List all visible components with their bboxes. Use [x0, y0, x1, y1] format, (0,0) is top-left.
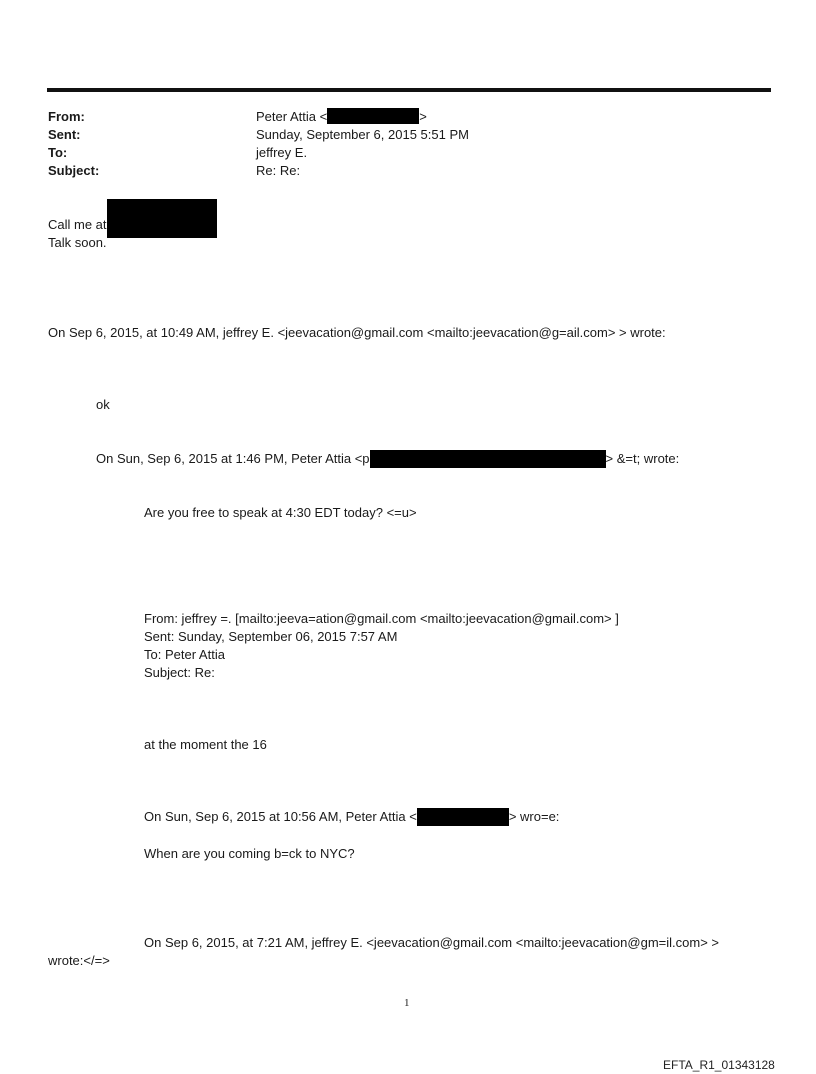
- subject-value: Re: Re:: [256, 163, 301, 178]
- fwd-sent: Sent: Sunday, September 06, 2015 7:57 AM: [144, 629, 398, 644]
- header-rule: [47, 88, 771, 92]
- quote2-header: [96, 450, 679, 468]
- redaction-box: [327, 108, 419, 124]
- document-id: EFTA_R1_01343128: [663, 1058, 775, 1072]
- fwd-from: From: jeffrey =. [mailto:jeeva=ation@gmail.com <mailto:jeevacation@gmail.com> ]: [144, 611, 619, 626]
- sent-value: Sunday, September 6, 2015 5:51 PM: [256, 127, 469, 142]
- body-line-call: Call me at: [48, 217, 107, 232]
- sent-label: Sent:: [48, 127, 81, 142]
- quote3-header-end: > wro=e:: [508, 809, 560, 824]
- redaction-box: [370, 450, 606, 468]
- fwd-subject: Subject: Re:: [144, 665, 215, 680]
- from-label: From:: [48, 109, 85, 124]
- from-bracket: >: [419, 109, 427, 124]
- question-free-to-speak: Are you free to speak at 4:30 EDT today? <=u>: [144, 505, 417, 520]
- redaction-box: [107, 199, 217, 238]
- from-name: Peter Attia <: [256, 109, 328, 124]
- quote4-header: On Sep 6, 2015, at 7:21 AM, jeffrey E. <jeevacation@gmail.com <mailto:jeevacation@gm=il.com> >: [144, 935, 719, 950]
- quote4-wrote: wrote:</=>: [48, 953, 110, 968]
- quote3-header: [144, 808, 559, 826]
- quote2-header-start: On Sun, Sep 6, 2015 at 1:46 PM, Peter Attia <p: [96, 451, 370, 466]
- at-the-moment: at the moment the 16: [144, 737, 267, 752]
- to-label: To:: [48, 145, 68, 160]
- fwd-to: To: Peter Attia: [144, 647, 225, 662]
- reply-ok: ok: [96, 397, 110, 412]
- page-number: 1: [404, 997, 410, 1009]
- quote2-header-end: > &=t; wrote:: [605, 451, 680, 466]
- quote1-header: On Sep 6, 2015, at 10:49 AM, jeffrey E. <jeevacation@gmail.com <mailto:jeevacation@g=ail.com> > wrote:: [48, 325, 666, 340]
- quote3-header-start: On Sun, Sep 6, 2015 at 10:56 AM, Peter Attia <: [144, 809, 417, 824]
- question-coming-back: When are you coming b=ck to NYC?: [144, 846, 355, 861]
- to-value: jeffrey E.: [256, 145, 308, 160]
- subject-label: Subject:: [48, 163, 100, 178]
- from-value: [256, 108, 427, 125]
- body-line-talk: Talk soon.: [48, 235, 107, 250]
- redaction-box: [417, 808, 509, 826]
